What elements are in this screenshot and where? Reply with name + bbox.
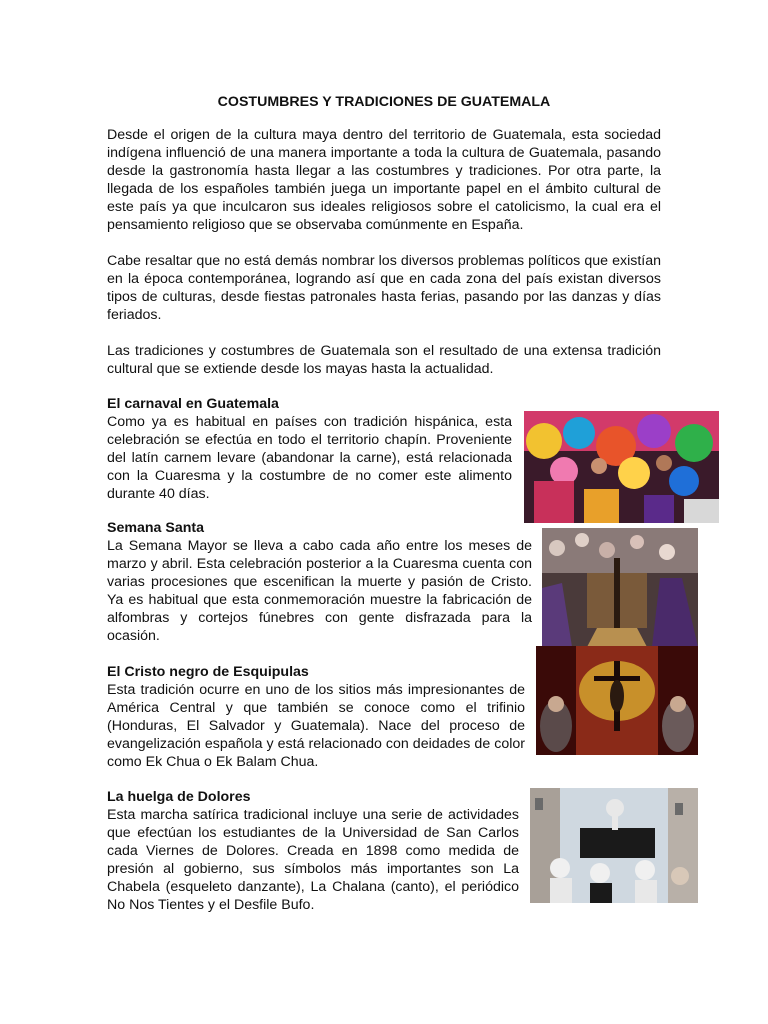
section-heading-semana-santa: Semana Santa [107,520,204,536]
section-carnaval [107,395,512,503]
section-body-cristo-negro: Esta tradición ocurre en uno de los sitios más impresionantes de América Central y que también se conoce como el trifinio (Honduras, El Salvador y Guatemala). Nace del proceso de evangelización española y está relacionado con deidades de color como Ek Chua o Ek Balam Chua. [107,682,525,770]
cristo-negro-photo [536,646,698,755]
section-cristo-negro [107,663,525,771]
huelga-dolores-photo [530,788,698,903]
intro-paragraph-2: Cabe resaltar que no está demás nombrar los diversos problemas políticos que existían en la época contemporánea, logrando así que en cada zona del país existan diversos tipos de culturas, desde fiestas patronales hasta ferias, pasando por las danzas y días feriados. [107,253,661,323]
section-huelga-dolores [107,788,519,914]
semana-santa-photo [542,528,698,647]
section-body-semana-santa: La Semana Mayor se lleva a cabo cada año entre los meses de marzo y abril. Esta celebración posterior a la Cuaresma cuenta con varias procesiones que escenifican la muerte y pasión de Cristo. Ya es habitual que esta conmemoración muestre la fabricación de alfombras y cortejos fúnebres con gente disfrazada para la ocasión. [107,538,532,644]
document-title: COSTUMBRES Y TRADICIONES DE GUATEMALA [217,94,551,110]
section-semana-santa [107,519,532,645]
section-heading-carnaval: El carnaval en Guatemala [107,396,279,412]
section-heading-cristo-negro: El Cristo negro de Esquipulas [107,664,309,680]
section-body-huelga-dolores: Esta marcha satírica tradicional incluye una serie de actividades que efectúan los estudiantes de la Universidad de San Carlos cada Viernes de Dolores. Creada en 1898 como medida de presión al gobierno, sus símbolos más importantes son La Chabela (esqueleto danzante), La Chalana (canto), el periódico No Nos Tientes y el Desfile Bufo. [107,807,519,913]
intro-paragraph-3: Las tradiciones y costumbres de Guatemala son el resultado de una extensa tradición cultural que se extiende desde los mayas hasta la actualidad. [107,343,661,377]
section-heading-huelga-dolores: La huelga de Dolores [107,789,251,805]
section-body-carnaval: Como ya es habitual en países con tradición hispánica, esta celebración se efectúa en todo el territorio chapín. Proveniente del latín carnem levare (abandonar la carne), está relacionada con la Cuaresma y la costumbre de no comer este alimento durante 40 días. [107,414,512,502]
intro-paragraph-1: Desde el origen de la cultura maya dentro del territorio de Guatemala, esta sociedad indígena influenció de una manera importante a toda la cultura de Guatemala, pasando desde la gastronomía hasta llegar a las costumbres y tradiciones. Por otra parte, la llegada de los españoles también juega un importante papel en el ámbito cultural de este país ya que inculcaron sus ideales religiosos sobre el catolicismo, la cual era el pensamiento religioso que se observaba comúnmente en España. [107,127,661,233]
carnaval-photo [524,411,719,523]
